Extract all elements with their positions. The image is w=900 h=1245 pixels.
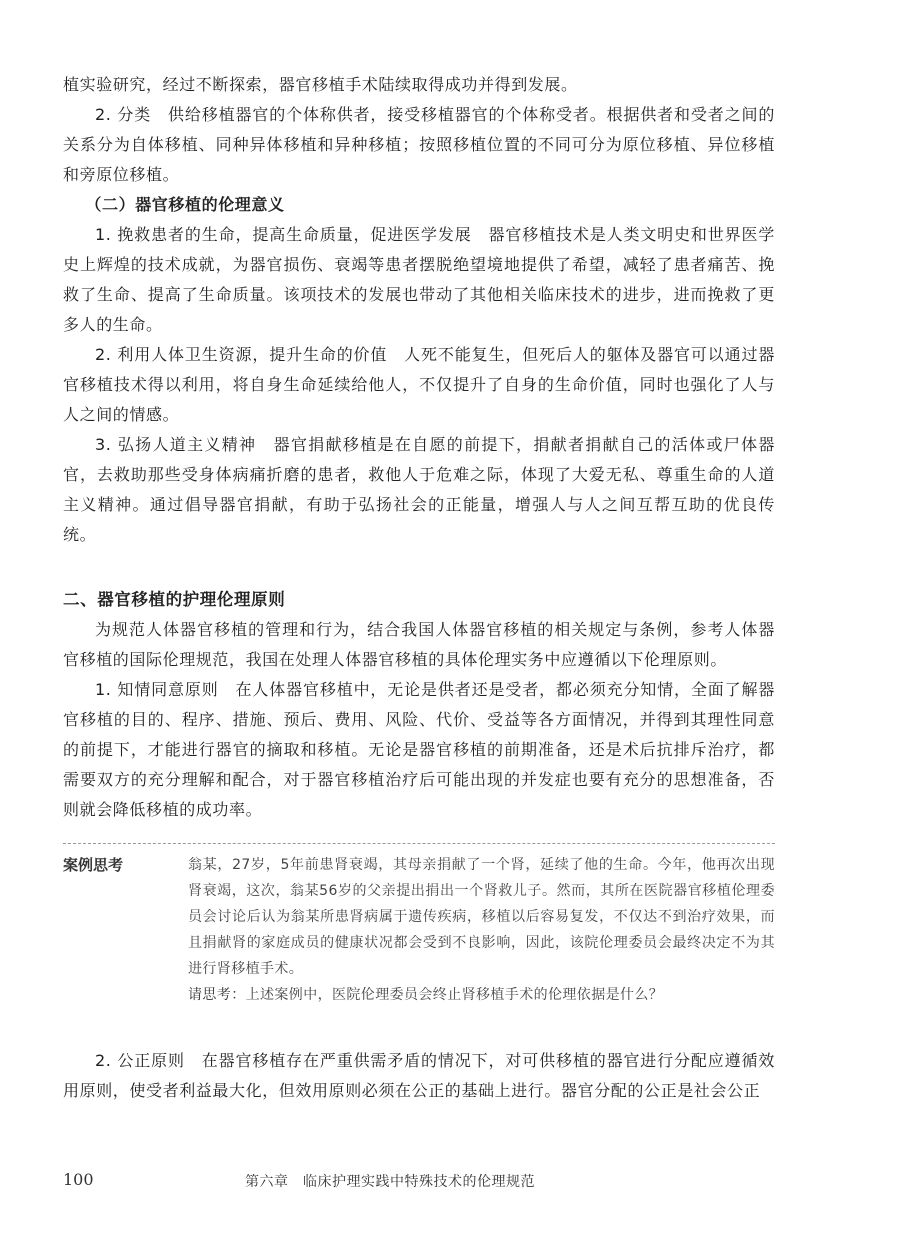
paragraph-lead: 2. 公正原则 (95, 1051, 185, 1070)
page-body (63, 70, 775, 1106)
paragraph-ethics-1 (63, 220, 775, 340)
paragraph-ethics-3 (63, 430, 775, 550)
paragraph-ethics-2 (63, 340, 775, 430)
paragraph-lead: 2. 分类 (95, 105, 152, 124)
paragraph-principles-intro: 为规范人体器官移植的管理和行为，结合我国人体器官移植的相关规定与条例，参考人体器官移植的国际伦理规范，我国在处理人体器官移植的具体伦理实务中应遵循以下伦理原则。 (63, 620, 775, 669)
paragraph-lead: 1. 知情同意原则 (95, 680, 219, 699)
page-number: 100 (63, 1170, 94, 1189)
case-question-label: 请思考： (188, 987, 246, 1003)
paragraph-intro-continuation: 植实验研究，经过不断探索，器官移植手术陆续取得成功并得到发展。 (63, 75, 578, 94)
case-study-question (188, 982, 775, 1008)
paragraph-text: 供给移植器官的个体称供者，接受移植器官的个体称受者。根据供者和受者之间的关系分为自体移植、同种异体移植和异种移植；按照移植位置的不同可分为原位移植、异位移植和旁原位移植。 (63, 105, 775, 184)
paragraph-text: 器官移植技术是人类文明史和世界医学史上辉煌的技术成就，为器官损伤、衰竭等患者摆脱绝望境地提供了希望，减轻了患者痛苦、挽救了生命、提高了生命质量。该项技术的发展也带动了其他相关临床技术的进步，进而挽救了更多人的生命。 (63, 225, 775, 334)
paragraph-text: 在器官移植存在严重供需矛盾的情况下，对可供移植的器官进行分配应遵循效用原则，使受者利益最大化，但效用原则必须在公正的基础上进行。器官分配的公正是社会公正 (63, 1051, 775, 1100)
case-study-box (63, 843, 775, 1008)
case-study-body (188, 852, 775, 1008)
paragraph-lead: 2. 利用人体卫生资源，提升生命的价值 (95, 345, 388, 364)
paragraph-classification (63, 100, 775, 190)
case-study-label: 案例思考 (63, 856, 124, 874)
section-heading-ethics-significance: （二）器官移植的伦理意义 (85, 195, 285, 214)
running-chapter-title: 第六章 临床护理实践中特殊技术的伦理规范 (245, 1174, 535, 1190)
paragraph-text: 在人体器官移植中，无论是供者还是受者，都必须充分知情，全面了解器官移植的目的、程序、措施、预后、费用、风险、代价、受益等各方面情况，并得到其理性同意的前提下，才能进行器官的摘取和移植。无论是器官移植的前期准备，还是术后抗排斥治疗，都需要双方的充分理解和配合，对于器官移植治疗后可能出现的并发症也要有充分的思想准备，否则就会降低移植的成功率。 (63, 680, 775, 819)
paragraph-text: 器官捐献移植是在自愿的前提下，捐献者捐献自己的活体或尸体器官，去救助那些受身体病痛折磨的患者，救他人于危难之际，体现了大爱无私、尊重生命的人道主义精神。通过倡导器官捐献，有助于弘扬社会的正能量，增强人与人之间互帮互助的优良传统。 (63, 435, 775, 544)
paragraph-principle-justice (63, 1046, 775, 1106)
paragraph-principle-informed-consent (63, 675, 775, 825)
case-question-text: 上述案例中，医院伦理委员会终止肾移植手术的伦理依据是什么？ (245, 987, 664, 1003)
paragraph-lead: 1. 挽救患者的生命，提高生命质量，促进医学发展 (95, 225, 472, 244)
section-heading-nursing-principles: 二、器官移植的护理伦理原则 (63, 590, 286, 609)
paragraph-lead: 3. 弘扬人道主义精神 (95, 435, 257, 454)
paragraph-text: 人死不能复生，但死后人的躯体及器官可以通过器官移植技术得以利用，将自身生命延续给他人，不仅提升了自身的生命价值，同时也强化了人与人之间的情感。 (63, 345, 775, 424)
case-study-text: 翁某，27岁，5年前患肾衰竭，其母亲捐献了一个肾，延续了他的生命。今年，他再次出现肾衰竭，这次，翁某56岁的父亲提出捐出一个肾救儿子。然而，其所在医院器官移植伦理委员会讨论后认为翁某所患肾病属于遗传疾病，移植以后容易复发，不仅达不到治疗效果，而且捐献肾的家庭成员的健康状况都会受到不良影响，因此，该院伦理委员会最终决定不为其进行肾移植手术。 (188, 857, 775, 977)
